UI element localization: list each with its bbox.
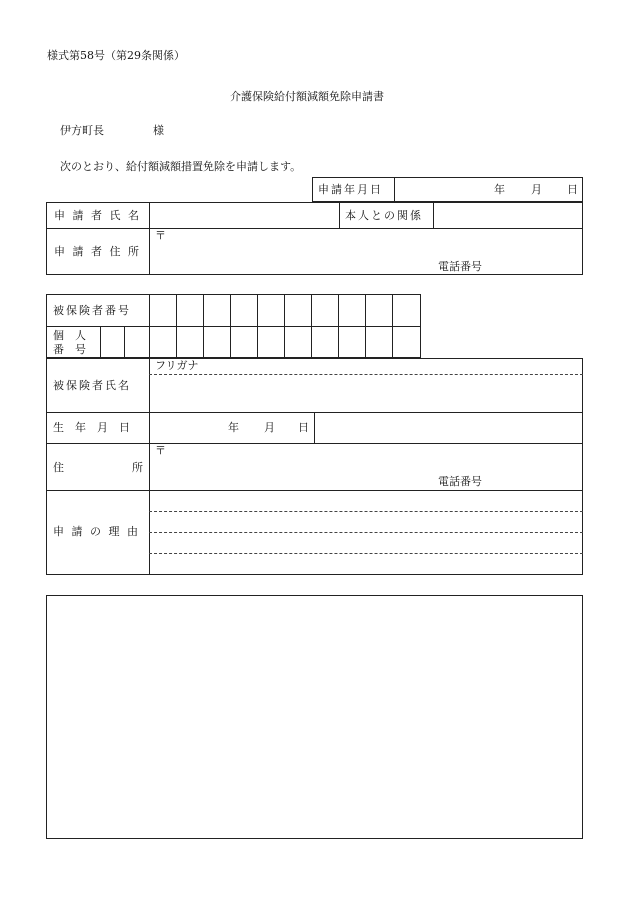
digit-cell-divider [176, 294, 177, 358]
reason-line-3 [149, 553, 583, 554]
insured-details-label-divider [149, 358, 150, 575]
applicant-phone-label: 電話番号 [438, 260, 482, 273]
digit-cell-divider [284, 294, 285, 358]
relation-input-area[interactable] [436, 206, 580, 224]
office-use-box [46, 595, 583, 839]
insured-address-label-1: 住 [53, 461, 64, 474]
applicant-name-label: 申 請 者 氏 名 [54, 209, 141, 222]
apply-date-label: 申請年月日 [318, 183, 383, 196]
personal-number-cell-divider [124, 326, 125, 358]
kana-label: フリガナ [155, 359, 199, 372]
digit-cell-divider [230, 294, 231, 358]
digit-cell-divider [203, 294, 204, 358]
digit-cell-divider [311, 294, 312, 358]
form-number: 様式第58号（第29条関係） [47, 49, 185, 62]
applicant-row-divider [46, 228, 583, 229]
insured-postal-mark: 〒 [155, 444, 166, 457]
apply-date-divider [394, 177, 395, 202]
reason-line-2 [149, 532, 583, 533]
addressee-honorific: 様 [153, 124, 164, 137]
dob-day: 日 [298, 421, 309, 434]
applicant-label-divider [149, 202, 150, 275]
insured-phone-label: 電話番号 [438, 475, 482, 488]
addressee-name: 伊方町長 [60, 124, 104, 137]
relation-divider-left [339, 202, 340, 228]
insured-label-divider [149, 294, 150, 358]
digit-cell-divider [257, 294, 258, 358]
address-row-bottom [46, 490, 583, 491]
relation-label: 本人との関係 [345, 209, 423, 222]
dob-label: 生 年 月 日 [53, 421, 130, 434]
applicant-postal-mark: 〒 [155, 229, 166, 242]
apply-date-day: 日 [567, 183, 578, 196]
insured-number-label: 被保険者番号 [53, 304, 131, 317]
dob-row-bottom [46, 443, 583, 444]
relation-divider-right [433, 202, 434, 228]
digit-cell-divider [392, 294, 393, 358]
page-title: 介護保険給付額減額免除申請書 [230, 90, 384, 103]
personal-number-cell-divider [100, 326, 101, 358]
name-input-area[interactable] [152, 206, 336, 224]
dob-year: 年 [228, 421, 239, 434]
intro-text: 次のとおり、給付額減額措置免除を申請します。 [60, 160, 302, 173]
reason-line-1 [149, 511, 583, 512]
applicant-address-label: 申 請 者 住 所 [54, 245, 141, 258]
digit-cell-divider [365, 294, 366, 358]
reason-label: 申 請 の 理 由 [53, 525, 140, 538]
kana-dashed-line [149, 374, 583, 375]
insured-name-label: 被保険者氏名 [53, 379, 131, 392]
apply-date-year: 年 [494, 183, 505, 196]
dob-divider [314, 412, 315, 443]
dob-month: 月 [264, 421, 275, 434]
digit-cell-divider [338, 294, 339, 358]
personal-number-label-1: 個 人 [53, 329, 86, 342]
apply-date-month: 月 [531, 183, 542, 196]
insured-address-label-2: 所 [132, 461, 143, 474]
personal-number-label-2: 番 号 [53, 343, 86, 356]
